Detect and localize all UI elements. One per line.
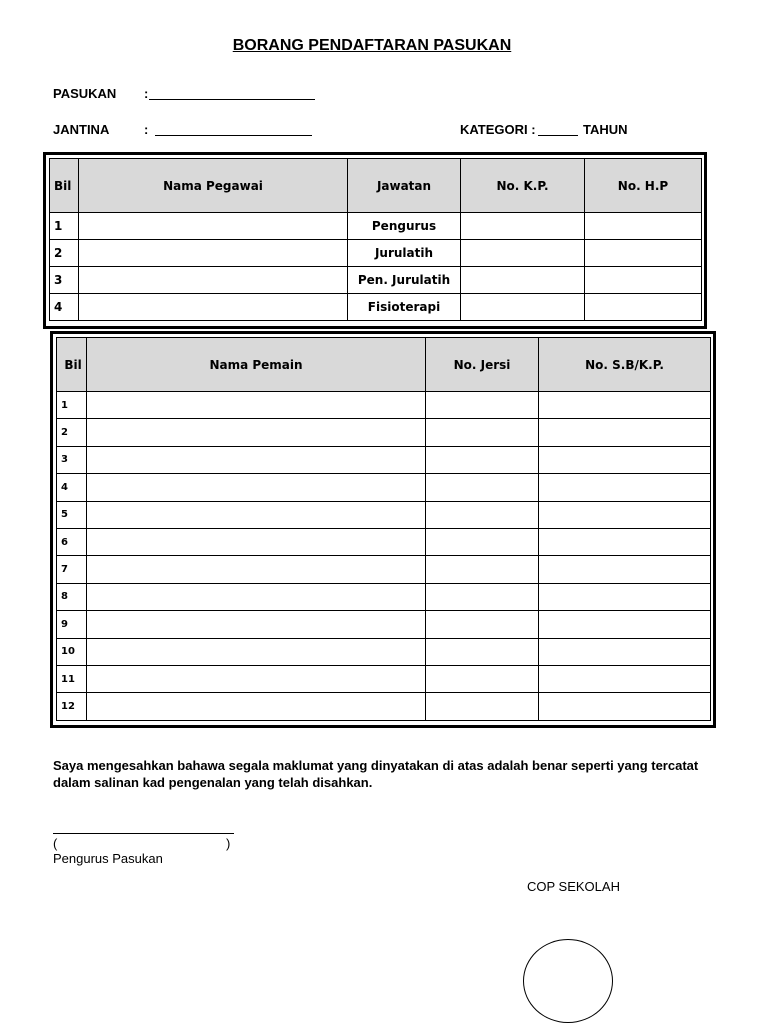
- header-nama-pegawai: Nama Pegawai: [79, 159, 348, 213]
- no-jersi-cell[interactable]: [426, 638, 539, 665]
- stamp-circle: [523, 939, 613, 1023]
- row-number: 1: [50, 213, 79, 240]
- header-bil: Bil: [57, 338, 87, 392]
- no-sb-kp-cell[interactable]: [539, 638, 711, 665]
- nama-pemain-cell[interactable]: [87, 528, 426, 555]
- row-number: 2: [57, 419, 87, 446]
- no-jersi-cell[interactable]: [426, 693, 539, 720]
- row-number: 10: [57, 638, 87, 665]
- table-row: [57, 392, 711, 419]
- nama-pemain-cell[interactable]: [87, 556, 426, 583]
- pasukan-label: PASUKAN: [53, 86, 117, 101]
- no-hp-cell[interactable]: [585, 267, 702, 294]
- no-kp-cell[interactable]: [461, 294, 585, 321]
- form-title: BORANG PENDAFTARAN PASUKAN: [232, 37, 512, 54]
- nama-pemain-cell[interactable]: [87, 638, 426, 665]
- table-row: [57, 638, 711, 665]
- no-sb-kp-cell[interactable]: [539, 556, 711, 583]
- nama-pemain-cell[interactable]: [87, 665, 426, 692]
- header-no-sb-kp: No. S.B/K.P.: [539, 338, 711, 392]
- table-row: [50, 240, 702, 267]
- no-kp-cell[interactable]: [461, 267, 585, 294]
- players-table: [56, 337, 711, 721]
- no-sb-kp-cell[interactable]: [539, 528, 711, 555]
- nama-pemain-cell[interactable]: [87, 392, 426, 419]
- header-jawatan: Jawatan: [348, 159, 461, 213]
- no-jersi-cell[interactable]: [426, 446, 539, 473]
- no-sb-kp-cell[interactable]: [539, 501, 711, 528]
- row-number: 4: [57, 474, 87, 501]
- nama-pemain-cell[interactable]: [87, 693, 426, 720]
- row-number: 7: [57, 556, 87, 583]
- kategori-field[interactable]: [538, 135, 578, 136]
- row-number: 9: [57, 611, 87, 638]
- nama-pegawai-cell[interactable]: [79, 240, 348, 267]
- table-row: [57, 556, 711, 583]
- table-row: [50, 294, 702, 321]
- table-row: [57, 419, 711, 446]
- table-row: [57, 611, 711, 638]
- pasukan-field[interactable]: [149, 99, 315, 100]
- no-kp-cell[interactable]: [461, 240, 585, 267]
- table-row: [57, 693, 711, 720]
- officials-header-row: [50, 159, 702, 213]
- row-number: 6: [57, 528, 87, 555]
- nama-pemain-cell[interactable]: [87, 419, 426, 446]
- table-row: [57, 474, 711, 501]
- row-number: 3: [57, 446, 87, 473]
- no-hp-cell[interactable]: [585, 213, 702, 240]
- header-bil: Bil: [50, 159, 79, 213]
- row-number: 8: [57, 583, 87, 610]
- jawatan-cell: Fisioterapi: [348, 294, 461, 321]
- jawatan-cell: Pen. Jurulatih: [348, 267, 461, 294]
- row-number: 5: [57, 501, 87, 528]
- nama-pemain-cell[interactable]: [87, 501, 426, 528]
- table-row: [57, 583, 711, 610]
- table-row: [57, 528, 711, 555]
- signature-open-paren: (: [53, 836, 58, 851]
- no-jersi-cell[interactable]: [426, 419, 539, 446]
- table-row: [57, 665, 711, 692]
- no-sb-kp-cell[interactable]: [539, 446, 711, 473]
- jantina-label: JANTINA: [53, 122, 110, 137]
- no-sb-kp-cell[interactable]: [539, 392, 711, 419]
- no-hp-cell[interactable]: [585, 294, 702, 321]
- no-kp-cell[interactable]: [461, 213, 585, 240]
- row-number: 4: [50, 294, 79, 321]
- signature-line[interactable]: [53, 833, 234, 834]
- header-nama-pemain: Nama Pemain: [87, 338, 426, 392]
- no-jersi-cell[interactable]: [426, 501, 539, 528]
- pasukan-colon: :: [144, 86, 149, 101]
- row-number: 1: [57, 392, 87, 419]
- kategori-unit: TAHUN: [583, 122, 628, 137]
- table-row: [57, 501, 711, 528]
- nama-pemain-cell[interactable]: [87, 474, 426, 501]
- no-sb-kp-cell[interactable]: [539, 474, 711, 501]
- table-row: [57, 446, 711, 473]
- stamp-label: COP SEKOLAH: [527, 879, 620, 894]
- no-sb-kp-cell[interactable]: [539, 419, 711, 446]
- nama-pegawai-cell[interactable]: [79, 267, 348, 294]
- table-row: [50, 213, 702, 240]
- no-jersi-cell[interactable]: [426, 665, 539, 692]
- signature-close-paren: ): [226, 836, 231, 851]
- no-sb-kp-cell[interactable]: [539, 583, 711, 610]
- nama-pemain-cell[interactable]: [87, 446, 426, 473]
- table-row: [50, 267, 702, 294]
- officials-table: [49, 158, 702, 321]
- no-jersi-cell[interactable]: [426, 611, 539, 638]
- jawatan-cell: Pengurus: [348, 213, 461, 240]
- no-jersi-cell[interactable]: [426, 556, 539, 583]
- row-number: 11: [57, 665, 87, 692]
- no-sb-kp-cell[interactable]: [539, 693, 711, 720]
- no-sb-kp-cell[interactable]: [539, 611, 711, 638]
- no-hp-cell[interactable]: [585, 240, 702, 267]
- no-jersi-cell[interactable]: [426, 528, 539, 555]
- nama-pemain-cell[interactable]: [87, 611, 426, 638]
- signature-label: Pengurus Pasukan: [53, 851, 163, 866]
- header-no-hp: No. H.P: [585, 159, 702, 213]
- kategori-label: KATEGORI :: [460, 122, 536, 137]
- jantina-colon: :: [144, 122, 149, 137]
- row-number: 2: [50, 240, 79, 267]
- players-header-row: [57, 338, 711, 392]
- header-no-kp: No. K.P.: [461, 159, 585, 213]
- no-jersi-cell[interactable]: [426, 583, 539, 610]
- nama-pegawai-cell[interactable]: [79, 213, 348, 240]
- row-number: 12: [57, 693, 87, 720]
- no-jersi-cell[interactable]: [426, 392, 539, 419]
- jawatan-cell: Jurulatih: [348, 240, 461, 267]
- no-sb-kp-cell[interactable]: [539, 665, 711, 692]
- declaration-text: Saya mengesahkan bahawa segala maklumat yang dinyatakan di atas adalah benar seperti yang tercatat dalam salinan kad pengenalan yang telah disahkan.: [53, 758, 699, 790]
- jantina-field[interactable]: [155, 135, 312, 136]
- nama-pegawai-cell[interactable]: [79, 294, 348, 321]
- no-jersi-cell[interactable]: [426, 474, 539, 501]
- nama-pemain-cell[interactable]: [87, 583, 426, 610]
- header-no-jersi: No. Jersi: [426, 338, 539, 392]
- row-number: 3: [50, 267, 79, 294]
